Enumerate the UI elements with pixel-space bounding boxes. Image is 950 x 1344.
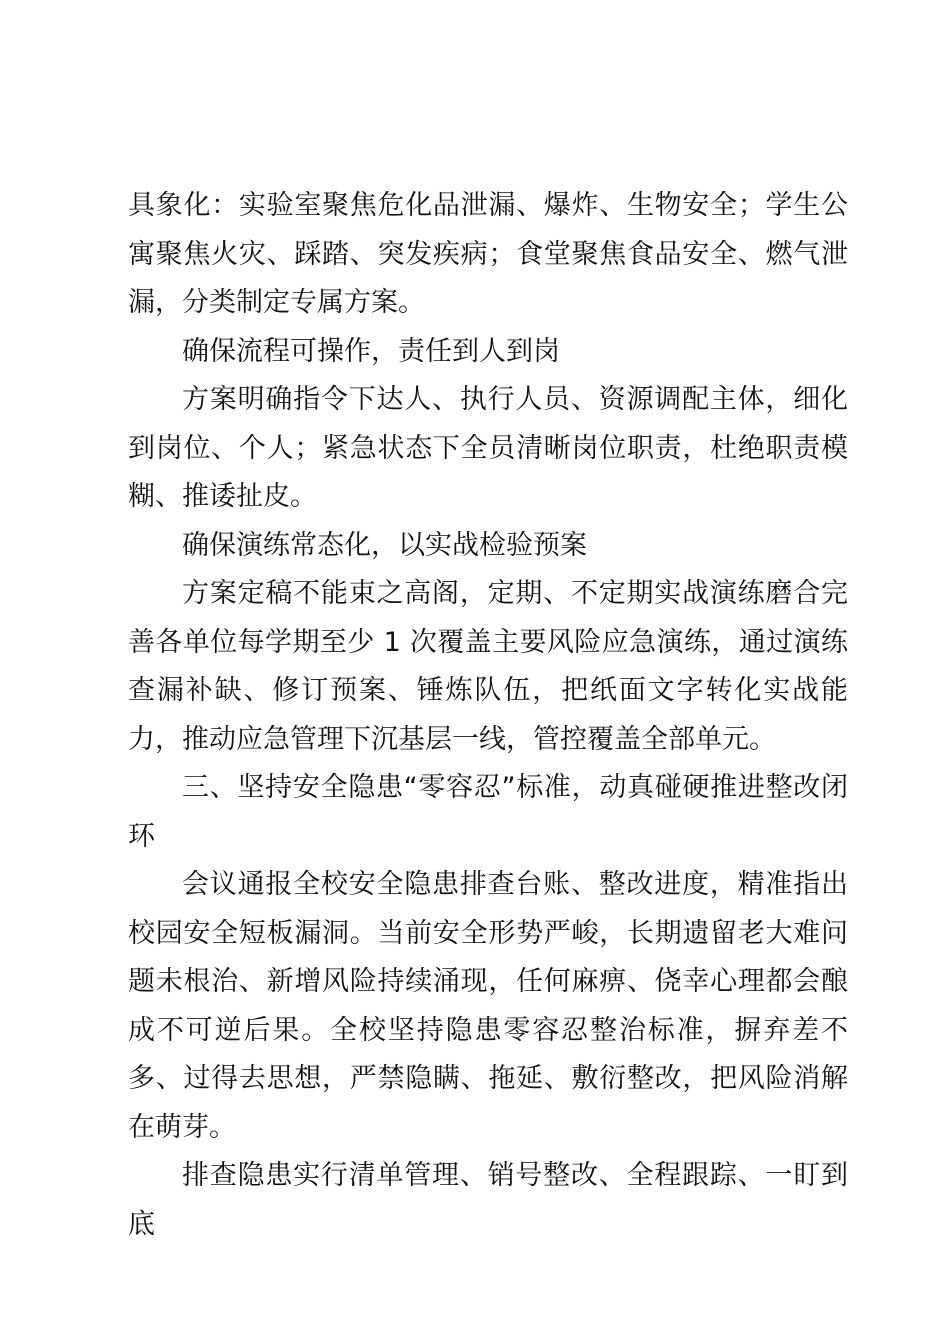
paragraph-drill: 方案定稿不能束之高阁，定期、不定期实战演练磨合完善各单位每学期至少 1 次覆盖主要风险应急演练，通过演练查漏补缺、修订预案、锤炼队伍，把纸面文字转化实战能力，推动应急管理下沉基层一线，管控覆盖全部单元。 xyxy=(128,578,848,755)
paragraph-hazard: 会议通报全校安全隐患排查台账、整改进度，精准指出校园安全短板漏洞。当前安全形势严峻，长期遗留老大难问题未根治、新增风险持续涌现，任何麻痹、侥幸心理都会酿成不可逆后果。全校坚持隐患零容忍整治标准，摒弃差不多、过得去思想，严禁隐瞒、拖延、敷衍整改，把风险消解在萌芽。 xyxy=(128,869,848,1143)
subheading-drill: 确保演练常态化，以实战检验预案 xyxy=(182,529,587,561)
subheading-procedure: 确保流程可操作，责任到人到岗 xyxy=(182,335,560,367)
paragraph-1: 具象化：实验室聚焦危化品泄漏、爆炸、生物安全；学生公寓聚焦火灾、踩踏、突发疾病；食堂聚焦食品安全、燃气泄漏，分类制定专属方案。 xyxy=(128,190,848,318)
document-body xyxy=(128,182,848,1249)
section-heading-3: 三、坚持安全隐患“零容忍”标准，动真碰硬推进整改闭环 xyxy=(128,772,848,852)
paragraph-procedure: 方案明确指令下达人、执行人员、资源调配主体，细化到岗位、个人；紧急状态下全员清晰岗位职责，杜绝职责模糊、推诿扯皮。 xyxy=(128,384,848,512)
paragraph-checklist: 排查隐患实行清单管理、销号整改、全程跟踪、一盯到底 xyxy=(128,1160,848,1240)
